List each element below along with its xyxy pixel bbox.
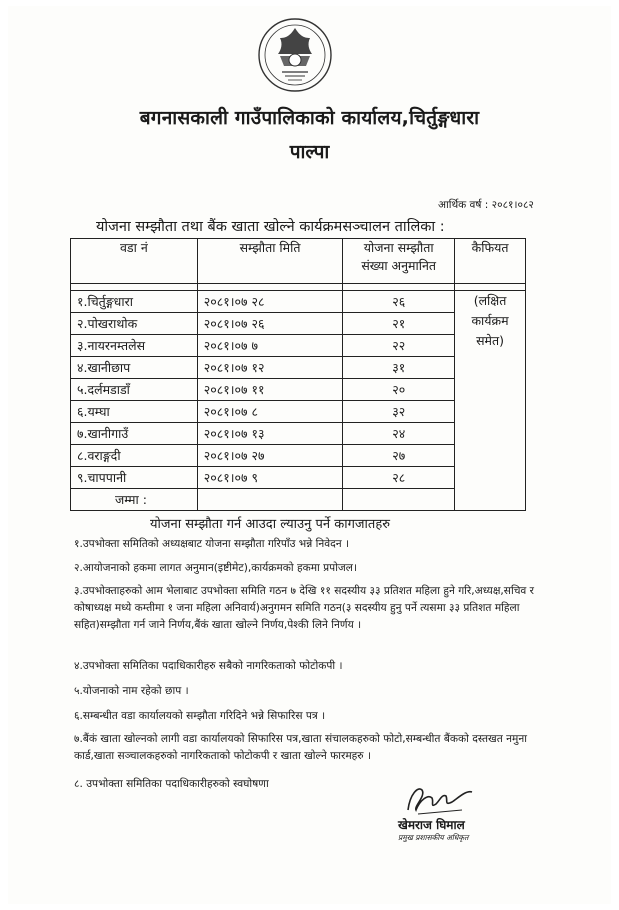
ward-cell: २.पोखराथोक — [71, 313, 198, 335]
date-cell: २०८१।०७ ७ — [197, 335, 343, 357]
table-title: योजना सम्झौता तथा बैंक खाता खोल्ने कार्यक्रमसञ्चालन तालिका : — [96, 219, 445, 235]
date-cell: २०८१।०७ २६ — [197, 313, 343, 335]
date-cell: २०८१।०७ २७ — [197, 445, 343, 467]
ward-cell: ७.खानीगाउँ — [71, 423, 198, 445]
ward-cell: ८.वराङ्गदी — [71, 445, 198, 467]
document-item: ७.बैंकं खाता खोल्नको लागी वडा कार्यालयको सिफारिस पत्र,खाता संचालकहरुको फोटो,सम्बन्धीत बैंकको दस्तखत नमुना कार्ड,खाता सञ्चालकहरुको नागरिकताको फोटोकपी र खाता खोल्ने फारमहरु । — [74, 733, 527, 762]
signatory-title: प्रमुख प्रशासकीय अधिकृत — [398, 833, 469, 842]
date-cell: २०८१।०७ ९ — [197, 467, 343, 489]
ward-cell: ५.दर्लमडाडाँ — [71, 379, 198, 401]
total-label: जम्मा : — [71, 489, 198, 511]
signature-mark — [396, 780, 516, 820]
document-item: १.उपभोक्ता समितिको अध्यक्षबाट योजना सम्झौता गरिपाँउ भन्ने निवेदन । — [74, 538, 350, 550]
document-item: २.आयोजनाको हकमा लागत अनुमान(इष्टीमेट),कार्यक्रमको हकमा प्रपोजल। — [74, 562, 357, 574]
count-cell: २७ — [343, 445, 455, 467]
date-cell: २०८१।०७ ११ — [197, 379, 343, 401]
header-count: योजना सम्झौता संख्या अनुमानित — [343, 239, 455, 284]
district-name: पाल्पा — [289, 141, 330, 163]
table-row — [71, 291, 526, 313]
document-item: ५.योजनाको नाम रहेको छाप । — [74, 685, 189, 697]
document-item: ४.उपभोक्ता समितिका पदाधिकारीहरु सबैको नागरिकताको फोटोकपी । — [74, 660, 343, 672]
office-name: बगनासकाली गाउँपालिकाको कार्यालय,चिर्तुङ्गधारा — [139, 107, 480, 129]
document-item: ३.उपभोक्ताहरुको आम भेलाबाट उपभोक्ता समिति गठन ७ देखि ११ सदस्यीय ३३ प्रतिशत महिला हुने गरि,अध्यक्ष,सचिव र कोषाध्यक्ष मध्ये कम्तीमा १ जना महिला अनिवार्य)अनुगमन समिति गठन(३ सदस्यीय हुनु पर्ने त्यसमा ३३ प्रतिशत महिला सहित)सम्झौता गर्न जाने निर्णय,बैंकं खाता खोल्ने निर्णय,पेश्की लिने निर्णय । — [74, 585, 535, 631]
ward-cell: ९.चापपानी — [71, 467, 198, 489]
municipality-emblem — [250, 10, 340, 100]
document-item: ८. उपभोक्ता समितिका पदाधिकारीहरुको स्वघोषणा — [74, 778, 269, 790]
count-cell: २४ — [343, 423, 455, 445]
schedule-table — [70, 238, 526, 511]
count-cell: २६ — [343, 291, 455, 313]
documents-title: योजना सम्झौता गर्न आउदा ल्याउनु पर्ने कागजातहरु — [150, 517, 391, 532]
ward-cell: ३.नायरनम्तलेस — [71, 335, 198, 357]
total-count-cell — [343, 489, 455, 511]
date-cell: २०८१।०७ ८ — [197, 401, 343, 423]
count-cell: २० — [343, 379, 455, 401]
count-cell: ३१ — [343, 357, 455, 379]
ward-cell: ४.खानीछाप — [71, 357, 198, 379]
date-cell: २०८१।०७ १३ — [197, 423, 343, 445]
ward-cell: १.चिर्तुङ्गधारा — [71, 291, 198, 313]
count-cell: २२ — [343, 335, 455, 357]
document-item: ६.सम्बन्धीत वडा कार्यालयको सम्झौता गरिदिने भन्ने सिफारिस पत्र । — [74, 710, 326, 722]
ward-cell: ६.यम्घा — [71, 401, 198, 423]
remark-cell: (लक्षित कार्यक्रम समेत) — [455, 291, 526, 511]
header-date: सम्झौता मिति — [197, 239, 343, 284]
total-date-cell — [197, 489, 343, 511]
count-cell: २१ — [343, 313, 455, 335]
date-cell: २०८१।०७ १२ — [197, 357, 343, 379]
signatory-name: खेमराज घिमाल — [398, 818, 465, 832]
header-ward: वडा नं — [71, 239, 198, 284]
fiscal-year: आर्थिक वर्ष : २०८१।०८२ — [438, 199, 534, 211]
count-cell: ३२ — [343, 401, 455, 423]
count-cell: २८ — [343, 467, 455, 489]
date-cell: २०८१।०७ २८ — [197, 291, 343, 313]
header-remark: कैफियत — [455, 239, 526, 284]
